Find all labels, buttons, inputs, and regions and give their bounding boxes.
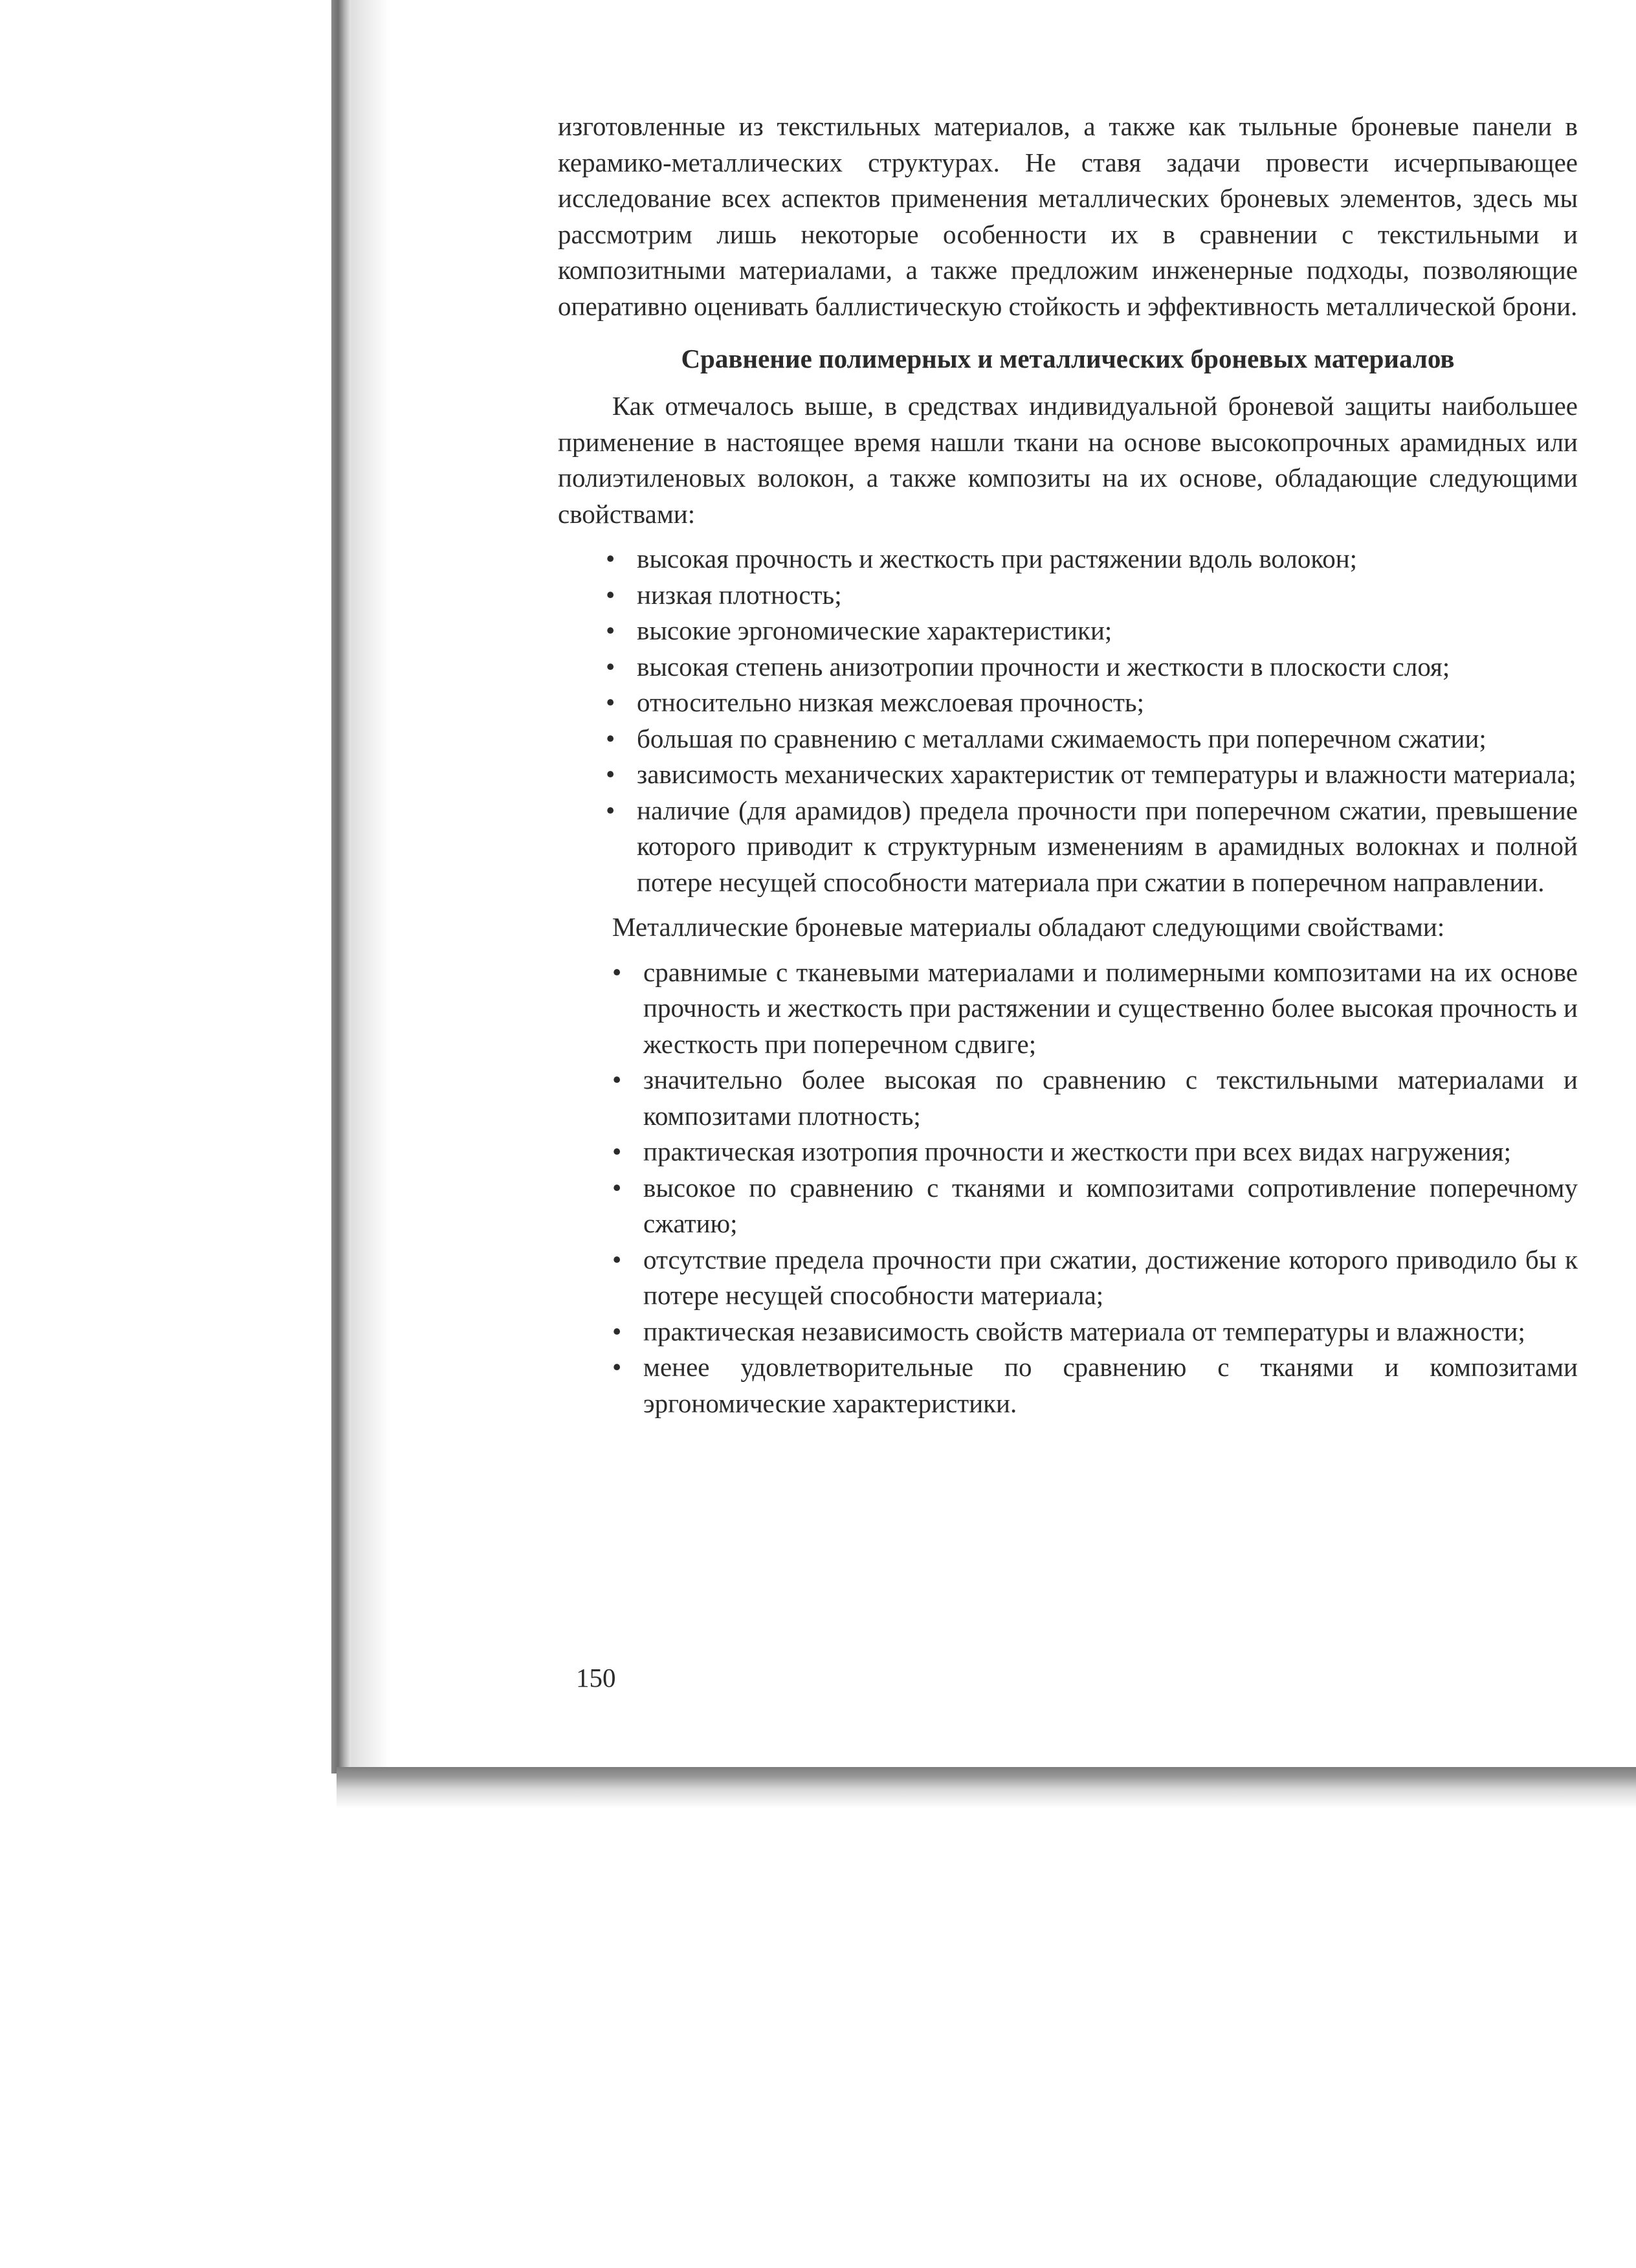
list-item-text: высокая прочность и жесткость при растяжении вдоль волокон; — [637, 544, 1358, 573]
list-item-text: практическая изотропия прочности и жесткости при всех видах нагружения; — [643, 1137, 1511, 1166]
list-item-text: сравнимые с тканевыми материалами и полимерными композитами на их основе прочность и жесткость при растяжении и существенно более высокая прочность и жесткость при поперечном сдвиге; — [643, 957, 1578, 1059]
book-binding-edge — [331, 0, 351, 1773]
list-item — [558, 613, 1578, 649]
bullet-icon: • — [606, 795, 615, 825]
bullet-icon: • — [612, 1065, 622, 1095]
list-item — [558, 685, 1578, 721]
list-item-text: высокое по сравнению с тканями и композитами сопротивление поперечному сжатию; — [643, 1172, 1578, 1238]
bullet-icon: • — [612, 1244, 622, 1274]
list-item-text: относительно низкая межслоевая прочность; — [637, 687, 1145, 717]
bullet-icon: • — [612, 1316, 622, 1346]
list-item — [558, 1242, 1578, 1314]
list-item — [558, 1314, 1578, 1350]
list-item — [558, 649, 1578, 685]
list-item — [558, 1350, 1578, 1421]
polymer-properties-list — [558, 541, 1578, 900]
bullet-icon: • — [612, 1172, 622, 1203]
bullet-icon: • — [606, 723, 615, 753]
bullet-icon: • — [612, 1137, 622, 1166]
list-item — [558, 1170, 1578, 1242]
metal-intro-paragraph: Металлические броневые материалы обладают следующими свойствами: — [612, 912, 1445, 942]
list-item-text: большая по сравнению с металлами сжимаемость при поперечном сжатии; — [637, 723, 1487, 753]
bullet-icon: • — [606, 759, 615, 789]
list-item-text: менее удовлетворительные по сравнению с тканями и композитами эргономические характеристики. — [643, 1352, 1578, 1418]
bullet-icon: • — [606, 544, 615, 573]
list-item-text: наличие (для арамидов) предела прочности при поперечном сжатии, превышение которого приводит к структурным изменениям в арамидных волокнах и полной потере несущей способности материала при сжатии в поперечном направлении. — [637, 795, 1578, 897]
list-item — [558, 721, 1578, 757]
list-item — [558, 541, 1578, 577]
list-item — [558, 793, 1578, 901]
bullet-icon: • — [606, 651, 615, 682]
list-item-text: практическая независимость свойств материала от температуры и влажности; — [643, 1316, 1525, 1346]
section-heading: Сравнение полимерных и металлических броневых материалов — [681, 344, 1455, 373]
metal-properties-list — [558, 955, 1578, 1422]
bullet-icon: • — [606, 616, 615, 645]
list-item — [558, 757, 1578, 793]
list-item-text: отсутствие предела прочности при сжатии, достижение которого приводило бы к потере несущей способности материала; — [643, 1244, 1578, 1310]
page-number: 150 — [576, 1663, 616, 1693]
bullet-icon: • — [606, 687, 615, 717]
list-item-text: зависимость механических характеристик от температуры и влажности материала; — [637, 759, 1576, 789]
list-item — [558, 577, 1578, 614]
list-item — [558, 955, 1578, 1063]
list-item-text: высокие эргономические характеристики; — [637, 616, 1112, 645]
binding-shadow — [351, 0, 390, 1773]
list-item-text: значительно более высокая по сравнению с текстильными материалами и композитами плотность; — [643, 1065, 1578, 1131]
intro-paragraph: изготовленные из текстильных материалов, а также как тыльные броневые панели в керамико-металлических структурах. Не ставя задачи провести исчерпывающее исследование всех аспектов применения металлических броневых элементов, здесь мы рассмотрим лишь некоторые особенности их в сравнении с текстильными и композитными материалами, а также предложим инженерные подходы, позволяющие оперативно оценивать баллистическую стойкость и эффективность металлической брони. — [558, 111, 1578, 321]
page-text-block — [558, 109, 1578, 1430]
list-item — [558, 1134, 1578, 1170]
list-item-text: низкая плотность; — [637, 579, 842, 610]
polymer-intro-paragraph: Как отмечалось выше, в средствах индивидуальной броневой защиты наибольшее применение в настоящее время нашли ткани на основе высокопрочных арамидных или полиэтиленовых волокон, а также композиты на их основе, обладающие следующими свойствами: — [558, 391, 1578, 529]
list-item — [558, 1062, 1578, 1134]
page-bottom-edge — [337, 1767, 1636, 1789]
bullet-icon: • — [606, 579, 615, 610]
bullet-icon: • — [612, 1352, 622, 1382]
list-item-text: высокая степень анизотропии прочности и жесткости в плоскости слоя; — [637, 651, 1450, 682]
bullet-icon: • — [612, 957, 622, 987]
page-bottom-shadow — [337, 1789, 1636, 1808]
